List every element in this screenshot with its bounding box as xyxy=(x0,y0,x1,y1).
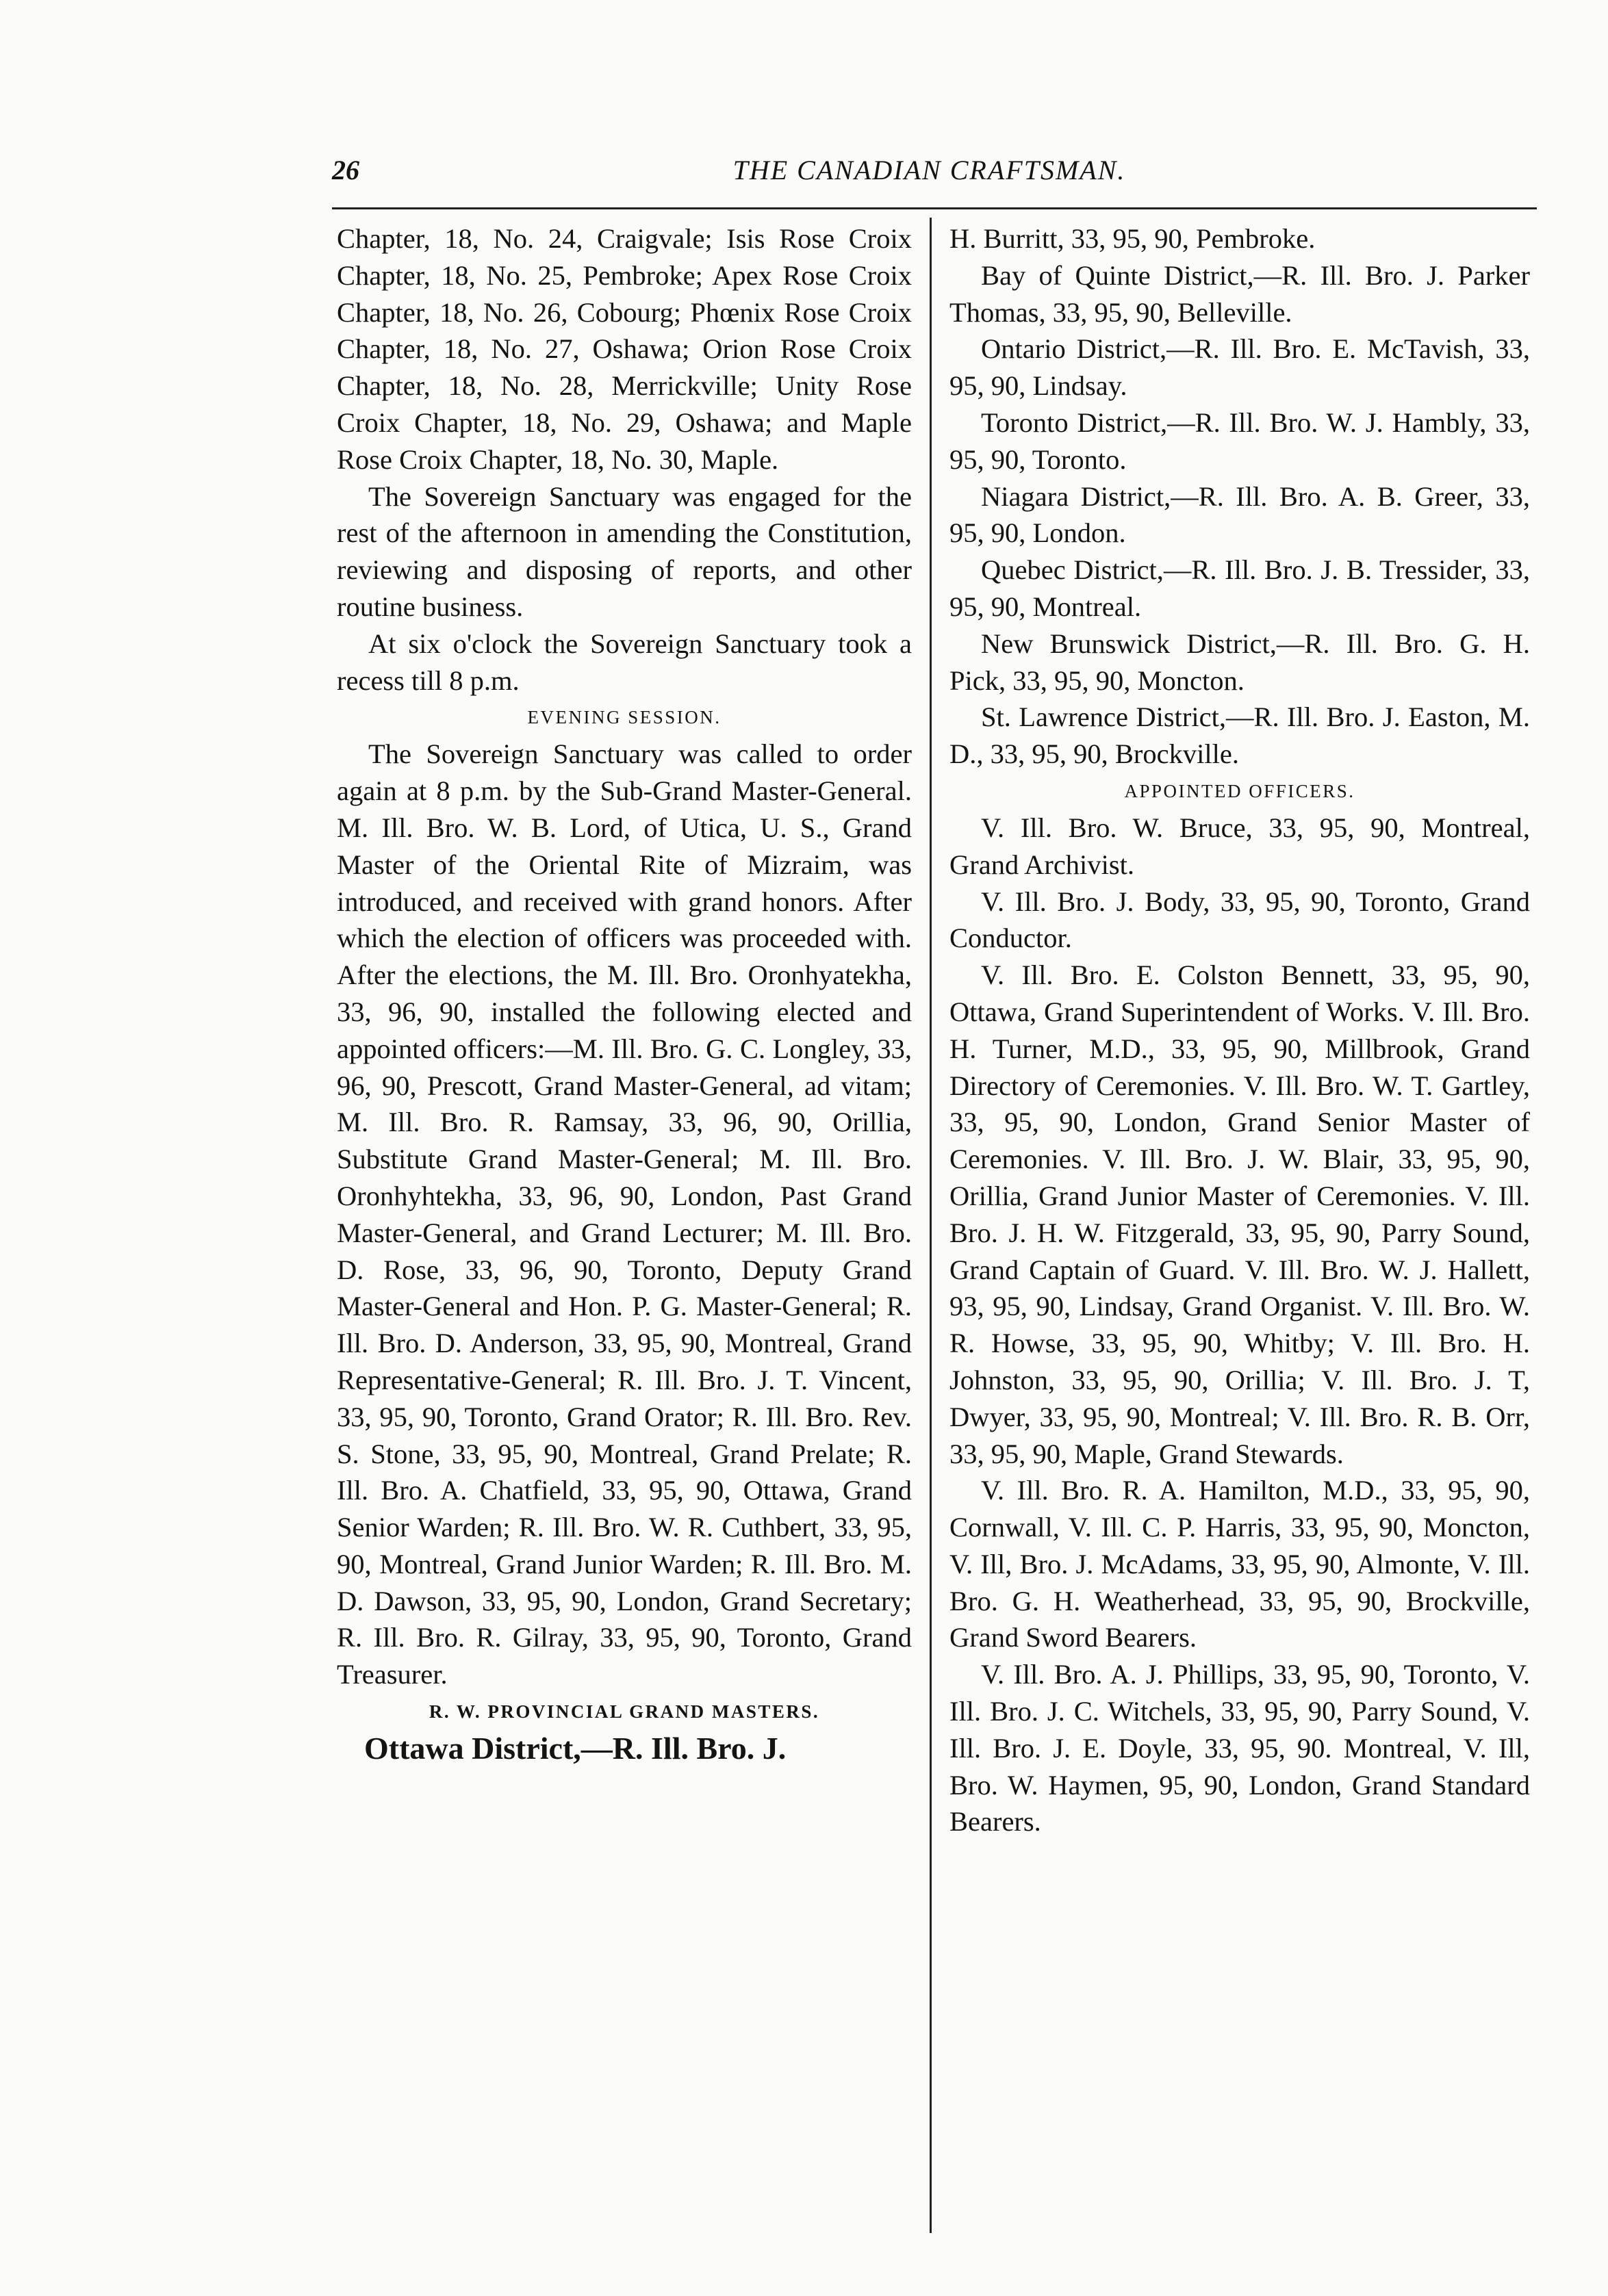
paragraph: Chapter, 18, No. 24, Craigvale; Isis Rose Croix Chapter, 18, No. 25, Pembroke; Apex Rose Croix Chapter, 18, No. 26, Cobourg; Phœnix Rose Croix Chapter, 18, No. 27, Oshawa; Orion Rose Croix Chapter, 18, No. 28, Merrickville; Unity Rose Croix Chapter, 18, No. 29, Oshawa; and Maple Rose Croix Chapter, 18, No. 30, Maple. xyxy=(337,223,912,475)
paragraph: New Brunswick District,—R. Ill. Bro. G. H. Pick, 33, 95, 90, Moncton. xyxy=(949,628,1530,696)
paragraph: Niagara District,—R. Ill. Bro. A. B. Greer, 33, 95, 90, London. xyxy=(949,480,1530,549)
column-divider xyxy=(930,218,932,2233)
paragraph: V. Ill. Bro. J. Body, 33, 95, 90, Toronto, Grand Conductor. xyxy=(949,886,1530,954)
section-heading-evening-session: EVENING SESSION. xyxy=(527,707,722,728)
paragraph: V. Ill. Bro. R. A. Hamilton, M.D., 33, 95, 90, Cornwall, V. Ill. C. P. Harris, 33, 95, 90, Moncton, V. Ill, Bro. J. McAdams, 33, 95, 90, Almonte, V. Ill. Bro. G. H. Weatherhead, 33, 95, 90, Brockville, Grand Sword Bearers. xyxy=(949,1475,1530,1653)
running-header xyxy=(332,154,1527,195)
left-column xyxy=(337,220,912,1767)
paragraph: St. Lawrence District,—R. Ill. Bro. J. Easton, M. D., 33, 95, 90, Brockville. xyxy=(949,701,1530,770)
paragraph: Quebec District,—R. Ill. Bro. J. B. Tressider, 33, 95, 90, Montreal. xyxy=(949,554,1530,622)
page-number: 26 xyxy=(332,155,359,185)
right-column xyxy=(949,220,1530,1840)
paragraph: H. Burritt, 33, 95, 90, Pembroke. xyxy=(949,223,1316,254)
paragraph: At six o'clock the Sovereign Sanctuary took a recess till 8 p.m. xyxy=(337,628,912,696)
paragraph: Ontario District,—R. Ill. Bro. E. McTavish, 33, 95, 90, Lindsay. xyxy=(949,333,1530,402)
journal-title: THE CANADIAN CRAFTSMAN. xyxy=(732,155,1126,185)
paragraph: V. Ill. Bro. W. Bruce, 33, 95, 90, Montreal, Grand Archivist. xyxy=(949,812,1530,880)
header-rule xyxy=(332,207,1537,209)
paragraph: V. Ill. Bro. E. Colston Bennett, 33, 95, 90, Ottawa, Grand Superintendent of Works. V. Ill. Bro. H. Turner, M.D., 33, 95, 90, Millbrook, Grand Directory of Ceremonies. V. Ill. Bro. W. T. Gartley, 33, 95, 90, London, Grand Senior Master of Ceremonies. V. Ill. Bro. J. W. Blair, 33, 95, 90, Orillia, Grand Junior Master of Ceremonies. V. Ill. Bro. J. H. W. Fitzgerald, 33, 95, 90, Parry Sound, Grand Captain of Guard. V. Ill. Bro. W. J. Hallett, 93, 95, 90, Lindsay, Grand Organist. V. Ill. Bro. W. R. Howse, 33, 95, 90, Whitby; V. Ill. Bro. H. Johnston, 33, 95, 90, Orillia; V. Ill. Bro. J. T, Dwyer, 33, 95, 90, Montreal; V. Ill. Bro. R. B. Orr, 33, 95, 90, Maple, Grand Stewards. xyxy=(949,959,1530,1469)
section-heading-appointed-officers: APPOINTED OFFICERS. xyxy=(1124,780,1355,801)
paragraph: V. Ill. Bro. A. J. Phillips, 33, 95, 90, Toronto, V. Ill. Bro. J. C. Witchels, 33, 95, 90, Parry Sound, V. Ill. Bro. J. E. Doyle, 33, 95, 90. Montreal, V. Ill, Bro. W. Haymen, 95, 90, London, Grand Standard Bearers. xyxy=(949,1659,1530,1837)
paragraph: Toronto District,—R. Ill. Bro. W. J. Hambly, 33, 95, 90, Toronto. xyxy=(949,407,1530,475)
paragraph: Ottawa District,—R. Ill. Bro. J. xyxy=(364,1731,787,1766)
paragraph: The Sovereign Sanctuary was engaged for the rest of the afternoon in amending the Constitution, reviewing and disposing of reports, and other routine business. xyxy=(337,480,912,622)
paragraph: Bay of Quinte District,—R. Ill. Bro. J. Parker Thomas, 33, 95, 90, Belleville. xyxy=(949,259,1530,328)
paragraph: The Sovereign Sanctuary was called to order again at 8 p.m. by the Sub-Grand Master-General. M. Ill. Bro. W. B. Lord, of Utica, U. S., Grand Master of the Oriental Rite of Mizraim, was introduced, and received with grand honors. After which the election of officers was proceeded with. After the elections, the M. Ill. Bro. Oronhyatekha, 33, 96, 90, installed the following elected and appointed officers:—M. Ill. Bro. G. C. Longley, 33, 96, 90, Prescott, Grand Master-General, ad vitam; M. Ill. Bro. R. Ramsay, 33, 96, 90, Orillia, Substitute Grand Master-General; M. Ill. Bro. Oronhyhtekha, 33, 96, 90, London, Past Grand Master-General, and Grand Lecturer; M. Ill. Bro. D. Rose, 33, 96, 90, Toronto, Deputy Grand Master-General and Hon. P. G. Master-General; R. Ill. Bro. D. Anderson, 33, 95, 90, Montreal, Grand Representative-General; R. Ill. Bro. J. T. Vincent, 33, 95, 90, Toronto, Grand Orator; R. Ill. Bro. Rev. S. Stone, 33, 95, 90, Montreal, Grand Prelate; R. Ill. Bro. A. Chatfield, 33, 95, 90, Ottawa, Grand Senior Warden; R. Ill. Bro. W. R. Cuthbert, 33, 95, 90, Montreal, Grand Junior Warden; R. Ill. Bro. M. D. Dawson, 33, 95, 90, London, Grand Secretary; R. Ill. Bro. R. Gilray, 33, 95, 90, Toronto, Grand Treasurer. xyxy=(337,738,912,1690)
section-heading-provincial-grand-masters: R. W. PROVINCIAL GRAND MASTERS. xyxy=(429,1701,820,1723)
